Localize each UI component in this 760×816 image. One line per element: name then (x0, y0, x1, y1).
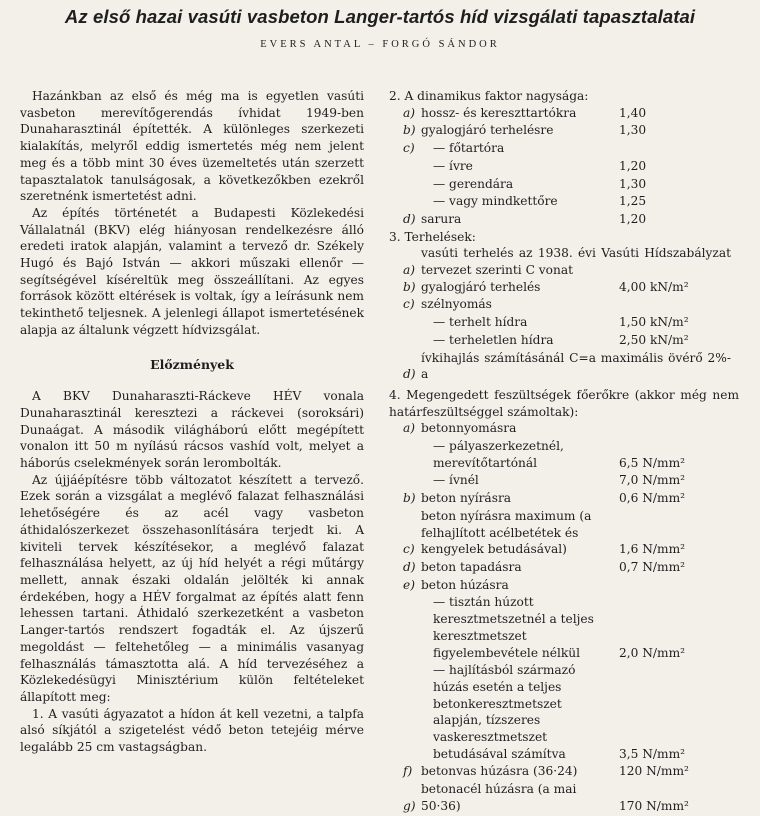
load-row (389, 279, 739, 296)
allowed-stress-text: beton húzásra (421, 577, 509, 592)
dynamic-factor-value: 1,30 (619, 176, 647, 191)
allowed-stress-label: b) (403, 491, 416, 506)
allowed-stress-row (389, 438, 739, 471)
allowed-stress-value: 1,6 N/mm² (619, 542, 686, 557)
right-column (389, 88, 739, 816)
load-text: — terhelt hídra (433, 315, 528, 330)
allowed-stress-text: — ívnél (433, 473, 479, 488)
left-column (20, 88, 364, 756)
allowed-stress-text: — tisztán húzott keresztmetszetnél a teljes keresztmetszet figyelembevétele nélkül (433, 595, 594, 660)
allowed-stress-value: 3,5 N/mm² (619, 746, 686, 761)
allowed-stress-text: beton nyírásra maximum (a felhajlított acélbetétek és kengyelek betudásával) (421, 508, 592, 557)
allowed-stress-text: — hajlításból származó húzás esetén a teljes betonkeresztmetszet alapján, tízszeres vaskeresztmetszet betudásával számítva (433, 663, 576, 761)
dynamic-factor-row (389, 193, 739, 210)
allowed-stress-text: betonnyomásra (421, 421, 517, 436)
load-label: c) (403, 297, 415, 312)
intro-paragraph-2: Az építés történetét a Budapesti Közlekedési Vállalatnál (BKV) elég hiányosan rendelkezésre álló eredeti iratok alapján, valamint a tervező dr. Székely Hugó és Bajó István — akkori műszaki ellenőr — segítségével kíséreltük meg összeállítani. Az egyes források között eltérések is voltak, így a leírásunk nem tekinthető teljesnek. A jelenlegi állapot ismertetésének alapja az általunk végzett hídvizsgálat. (20, 205, 364, 337)
dynamic-factor-text: — főtartóra (433, 141, 505, 156)
allowed-stress-row (389, 472, 739, 489)
load-text: szélnyomás (421, 297, 492, 312)
allowed-stress-value: 0,6 N/mm² (619, 491, 686, 506)
load-item-a: a) vasúti terhelés az 1938. évi Vasúti Hídszabályzat tervezet szerinti C vonat (403, 246, 731, 278)
allowed-stress-label: a) (403, 421, 416, 436)
allowed-stress-text: beton tapadásra (421, 559, 522, 574)
dynamic-factor-text: — ívre (433, 158, 473, 173)
allowed-stress-row (389, 594, 739, 661)
allowed-stress-value: 120 N/mm² (619, 764, 689, 779)
loads-title: 3. Terhelések: (389, 229, 476, 244)
article-title: Az első hazai vasúti vasbeton Langer-tartós híd vizsgálati tapasztalatai (64, 6, 696, 27)
allowed-stress-text: beton nyírásra (421, 491, 512, 506)
load-row (389, 332, 739, 349)
load-value: 4,00 kN/m² (619, 279, 689, 294)
load-item-d: d) ívkihajlás számításánál C=a maximális övérő 2%-a (403, 350, 731, 382)
section-heading: Előzmények (150, 356, 234, 372)
dynamic-factor-text: gyalogjáró terhelésre (421, 123, 554, 138)
dynamic-factor-text: sarura (421, 211, 462, 226)
dynamic-factor-list (389, 105, 739, 228)
allowed-stress-label: c) (403, 542, 415, 557)
load-label: b) (403, 279, 416, 294)
dynamic-factor-text: — gerendára (433, 176, 514, 191)
dynamic-factor-row (389, 122, 739, 139)
dynamic-factor-label: b) (403, 123, 416, 138)
dynamic-factor-row (389, 211, 739, 228)
body-paragraph-3: 1. A vasúti ágyazatot a hídon át kell vezetni, a talpfa alsó síkjától a szigetelést védő beton tetejéig mérve legalább 25 cm vastagságban. (20, 706, 364, 755)
allowed-stress-text: betonvas húzásra (36·24) (421, 764, 578, 779)
allowed-stress-value: 0,7 N/mm² (619, 559, 686, 574)
dynamic-factor-row (389, 105, 739, 122)
allowed-stress-title: 4. Megengedett feszültségek főerőkre (akkor még nem határfeszültséggel számoltak): (389, 387, 739, 419)
dynamic-factor-label: c) (403, 141, 415, 156)
allowed-stress-value: 2,0 N/mm² (619, 645, 686, 660)
dynamic-factor-label: d) (403, 211, 416, 226)
load-text: gyalogjáró terhelés (421, 279, 541, 294)
load-text: — terheletlen hídra (433, 332, 554, 347)
allowed-stress-value: 170 N/mm² (619, 798, 689, 813)
allowed-stress-label: g) (403, 798, 416, 813)
dynamic-factor-value: 1,30 (619, 123, 647, 138)
load-value: 1,50 kN/m² (619, 315, 689, 330)
dynamic-factor-value: 1,20 (619, 211, 647, 226)
dynamic-factor-row (389, 158, 739, 175)
body-paragraph-2: Az újjáépítésre több változatot készített a tervező. Ezek során a vizsgálat a meglévő falazat felhasználási lehetőségére és az acél vagy vasbeton áthidalószerkezet összehasonlítására terjedt ki. A kiviteli tervek készítésekor, a meglévő falazat felhasználása helyett, az új híd helyét a régi műtárgy mellett, annak északi oldalán jelölték ki annak érdekében, hogy a HÉV forgalmat az építés alatt fenn lehessen tartani. Áthidaló szerkezetként a vasbeton Langer-tartós rendszert fogadták el. Az újszerű megoldást — feltehetőleg — a minimális vasanyag felhasználás támasztotta alá. A híd tervezéséhez a Közlekedésügyi Minisztérium külön feltételeket állapított meg: (20, 472, 364, 704)
load-value: 2,50 kN/m² (619, 332, 689, 347)
load-row (389, 296, 739, 313)
intro-paragraph-1: Hazánkban az első és még ma is egyetlen vasúti vasbeton merevítőgerendás ívhidat 1949-ben Dunaharasztinál építették. A különleges szerkezeti kialakítás, melyről eddig ismertetés még nem jelent meg és a több mint 30 éves üzemeltetés után szerzett tapasztalatok tanulságosak, a következőkben ezekről szeretnénk ismertetést adni. (20, 89, 364, 204)
allowed-stress-value: 6,5 N/mm² (619, 455, 686, 470)
dynamic-factor-row (389, 140, 739, 157)
dynamic-factor-text: — vagy mindkettőre (433, 194, 558, 209)
allowed-stress-label: f) (403, 764, 413, 779)
allowed-stress-row (389, 559, 739, 576)
dynamic-factor-label: a) (403, 105, 416, 120)
allowed-stress-label: d) (403, 559, 416, 574)
load-row (389, 314, 739, 331)
dynamic-factor-text: hossz- és kereszttartókra (421, 105, 577, 120)
dynamic-factor-row (389, 176, 739, 193)
allowed-stress-row (389, 420, 739, 437)
article-authors: EVERS ANTAL – FORGÓ SÁNDOR (260, 39, 500, 50)
allowed-stress-row (389, 763, 739, 780)
allowed-stress-row (389, 577, 739, 594)
body-paragraph-1: A BKV Dunaharaszti-Ráckeve HÉV vonala Dunaharasztinál keresztezi a ráckevei (soroksári) Dunaágat. A második világháború előtt megépített vonalon itt 50 m nyílású rácsos vashíd volt, melyet a háborús cselekmények során lerombolták. (20, 389, 364, 471)
allowed-stress-row (389, 781, 739, 814)
allowed-stress-row (389, 662, 739, 762)
allowed-stress-label: e) (403, 577, 415, 592)
allowed-stress-row (389, 490, 739, 507)
dynamic-factor-title: 2. A dinamikus faktor nagysága: (389, 89, 589, 103)
allowed-stress-text: — pályaszerkezetnél, merevítőtartónál (433, 439, 564, 470)
allowed-stress-text: betonacél húzásra (a mai 50·36) (421, 782, 577, 813)
allowed-stress-value: 7,0 N/mm² (619, 473, 686, 488)
loads-list (389, 279, 739, 349)
load-item-d-text: ívkihajlás számításánál C=a maximális övérő 2%-a (421, 350, 731, 382)
dynamic-factor-value: 1,40 (619, 105, 647, 120)
allowed-stress-row (389, 508, 739, 558)
allowed-stress-list (389, 420, 739, 814)
load-item-a-text: vasúti terhelés az 1938. évi Vasúti Hídszabályzat tervezet szerinti C vonat (421, 246, 731, 278)
dynamic-factor-value: 1,25 (619, 194, 647, 209)
dynamic-factor-value: 1,20 (619, 158, 647, 173)
